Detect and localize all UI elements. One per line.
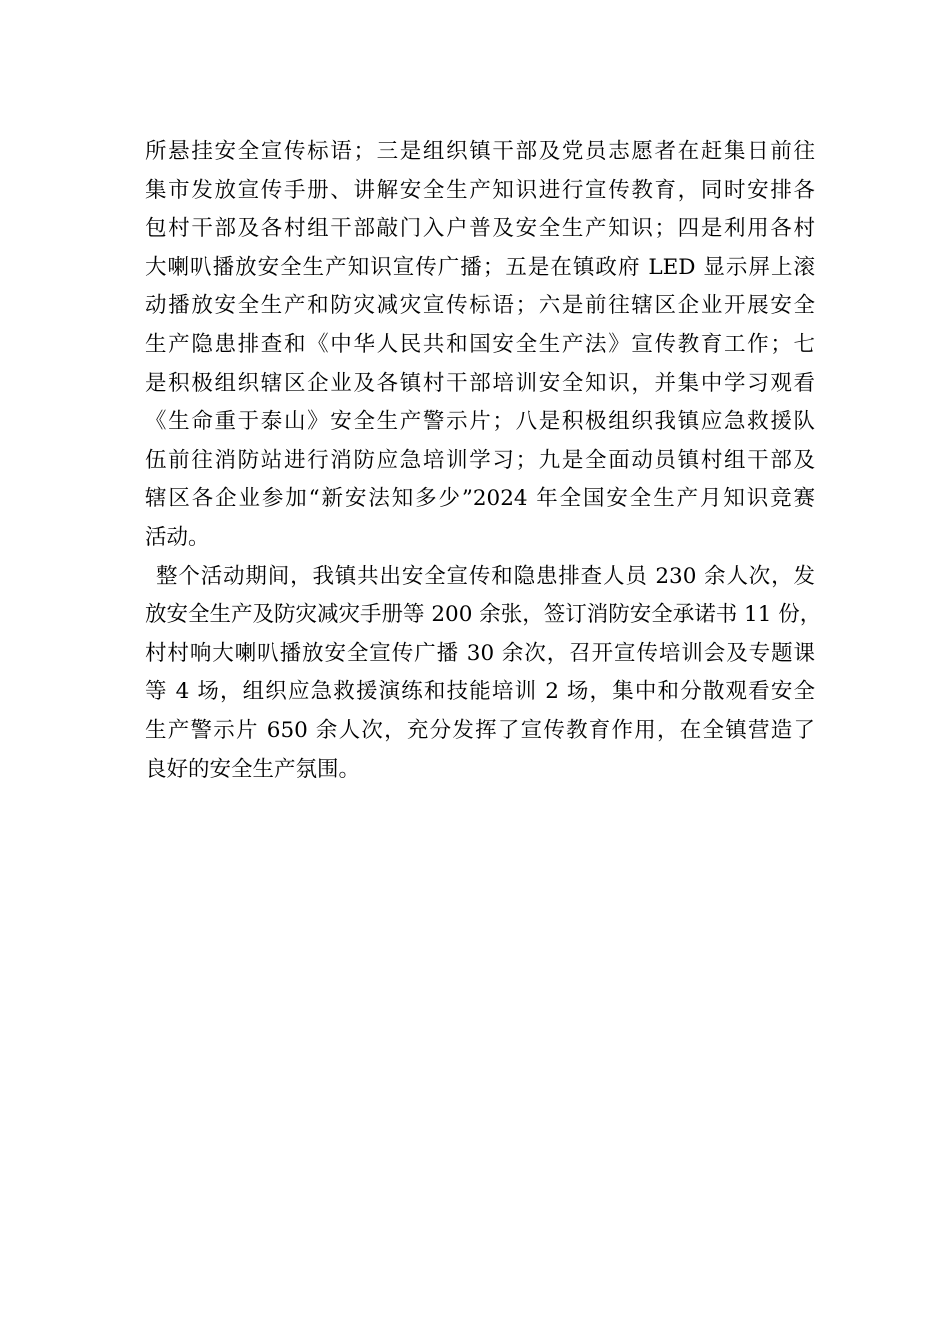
text-line: 大喇叭播放安全生产知识宣传广播；五是在镇政府 LED 显示屏上滚 bbox=[145, 254, 815, 280]
text-line: 良好的安全生产氛围。 bbox=[145, 756, 361, 782]
text-line: 伍前往消防站进行消防应急培训学习；九是全面动员镇村组干部及 bbox=[145, 447, 815, 473]
text-line: 是积极组织辖区企业及各镇村干部培训安全知识，并集中学习观看 bbox=[145, 370, 815, 396]
paragraph-1 bbox=[145, 133, 815, 558]
text-line: 动播放安全生产和防灾减灾宣传标语；六是前往辖区企业开展安全 bbox=[145, 293, 815, 319]
paragraph-2 bbox=[145, 558, 822, 790]
text-line: 所悬挂安全宣传标语；三是组织镇干部及党员志愿者在赶集日前往 bbox=[145, 139, 815, 164]
text-line: 整个活动期间，我镇共出安全宣传和隐患排查人员 230 余人次，发 bbox=[156, 563, 815, 589]
text-line: 活动。 bbox=[145, 524, 210, 550]
text-line: 等 4 场，组织应急救援演练和技能培训 2 场，集中和分散观看安全 bbox=[145, 679, 815, 705]
text-line: 集市发放宣传手册、讲解安全生产知识进行宣传教育，同时安排各 bbox=[145, 177, 815, 203]
text-line: 包村干部及各村组干部敲门入户普及安全生产知识；四是利用各村 bbox=[145, 216, 815, 242]
text-line: 村村响大喇叭播放安全宣传广播 30 余次，召开宣传培训会及专题课 bbox=[145, 640, 815, 666]
text-line: 生产隐患排查和《中华人民共和国安全生产法》宣传教育工作；七 bbox=[145, 331, 815, 357]
text-line: 生产警示片 650 余人次，充分发挥了宣传教育作用，在全镇营造了 bbox=[145, 717, 815, 743]
text-line: 放安全生产及防灾减灾手册等 200 余张，签订消防安全承诺书 11 份， bbox=[145, 602, 822, 628]
document-body bbox=[145, 133, 822, 789]
text-line: 《生命重于泰山》安全生产警示片；八是积极组织我镇应急救援队 bbox=[145, 409, 815, 435]
text-line: 辖区各企业参加“新安法知多少”2024 年全国安全生产月知识竞赛 bbox=[145, 486, 815, 512]
